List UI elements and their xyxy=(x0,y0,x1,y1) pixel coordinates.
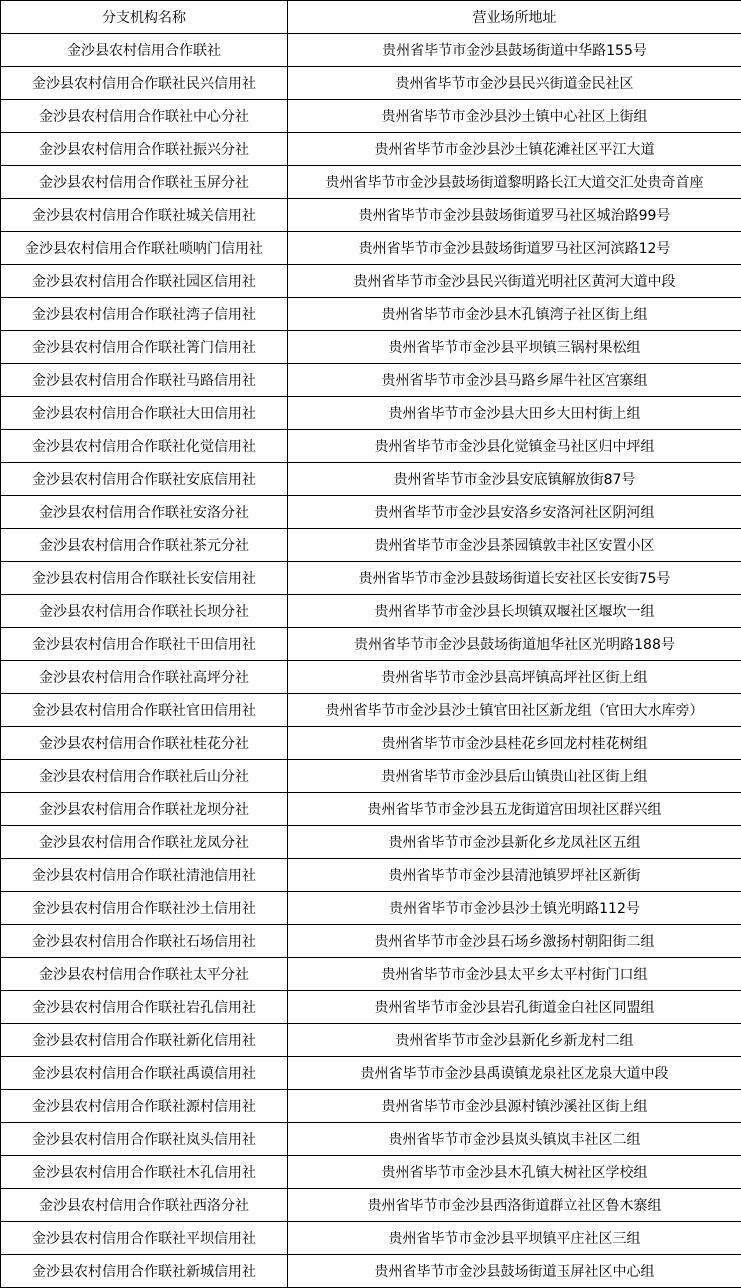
branch-name-cell: 金沙县农村信用合作联社龙凤分社 xyxy=(1,826,288,859)
table-row xyxy=(1,1123,741,1156)
address-cell: 贵州省毕节市金沙县沙土镇光明路112号 xyxy=(288,892,741,925)
table-row xyxy=(1,265,741,298)
address-cell: 贵州省毕节市金沙县茶园镇敦丰社区安置小区 xyxy=(288,529,741,562)
address-cell: 贵州省毕节市金沙县鼓场街道长安社区长安街75号 xyxy=(288,562,741,595)
address-cell: 贵州省毕节市金沙县沙土镇花滩社区平江大道 xyxy=(288,133,741,166)
address-cell: 贵州省毕节市金沙县岚头镇岚丰社区二组 xyxy=(288,1123,741,1156)
address-cell: 贵州省毕节市金沙县化觉镇金马社区归中坪组 xyxy=(288,430,741,463)
branch-name-cell: 金沙县农村信用合作联社化觉信用社 xyxy=(1,430,288,463)
branch-name-cell: 金沙县农村信用合作联社岚头信用社 xyxy=(1,1123,288,1156)
address-cell: 贵州省毕节市金沙县高坪镇高坪社区街上组 xyxy=(288,661,741,694)
address-cell: 贵州省毕节市金沙县太平乡太平村街门口组 xyxy=(288,958,741,991)
table-row xyxy=(1,529,741,562)
branch-name-cell: 金沙县农村信用合作联社龙坝分社 xyxy=(1,793,288,826)
branch-name-cell: 金沙县农村信用合作联社湾子信用社 xyxy=(1,298,288,331)
table-row xyxy=(1,1090,741,1123)
column-header-branch-name: 分支机构名称 xyxy=(1,1,288,34)
address-cell: 贵州省毕节市金沙县鼓场街道旭华社区光明路188号 xyxy=(288,628,741,661)
table-row xyxy=(1,430,741,463)
branch-name-cell: 金沙县农村信用合作联社长安信用社 xyxy=(1,562,288,595)
table-row xyxy=(1,298,741,331)
table-row xyxy=(1,463,741,496)
table-row xyxy=(1,166,741,199)
table-row xyxy=(1,34,741,67)
address-cell: 贵州省毕节市金沙县鼓场街道中华路155号 xyxy=(288,34,741,67)
address-cell: 贵州省毕节市金沙县马路乡犀牛社区宫寨组 xyxy=(288,364,741,397)
branch-name-cell: 金沙县农村信用合作联社高坪分社 xyxy=(1,661,288,694)
branch-name-cell: 金沙县农村信用合作联社安洛分社 xyxy=(1,496,288,529)
address-cell: 贵州省毕节市金沙县源村镇沙溪社区街上组 xyxy=(288,1090,741,1123)
table-row xyxy=(1,100,741,133)
table-row xyxy=(1,958,741,991)
branch-name-cell: 金沙县农村信用合作联社官田信用社 xyxy=(1,694,288,727)
address-cell: 贵州省毕节市金沙县西洛街道群立社区鲁木寨组 xyxy=(288,1189,741,1222)
branch-name-cell: 金沙县农村信用合作联社箐门信用社 xyxy=(1,331,288,364)
address-cell: 贵州省毕节市金沙县沙土镇中心社区上街组 xyxy=(288,100,741,133)
table-row xyxy=(1,1255,741,1288)
table-row xyxy=(1,199,741,232)
branch-name-cell: 金沙县农村信用合作联社干田信用社 xyxy=(1,628,288,661)
address-cell: 贵州省毕节市金沙县平坝镇三锅村果松组 xyxy=(288,331,741,364)
branch-name-cell: 金沙县农村信用合作联社石场信用社 xyxy=(1,925,288,958)
branch-name-cell: 金沙县农村信用合作联社中心分社 xyxy=(1,100,288,133)
address-cell: 贵州省毕节市金沙县民兴街道金民社区 xyxy=(288,67,741,100)
address-cell: 贵州省毕节市金沙县木孔镇湾子社区街上组 xyxy=(288,298,741,331)
table-row xyxy=(1,991,741,1024)
table-row xyxy=(1,760,741,793)
address-cell: 贵州省毕节市金沙县大田乡大田村街上组 xyxy=(288,397,741,430)
address-cell: 贵州省毕节市金沙县禹谟镇龙泉社区龙泉大道中段 xyxy=(288,1057,741,1090)
branch-name-cell: 金沙县农村信用合作联社桂花分社 xyxy=(1,727,288,760)
address-cell: 贵州省毕节市金沙县新化乡龙凤社区五组 xyxy=(288,826,741,859)
branch-name-cell: 金沙县农村信用合作联社沙土信用社 xyxy=(1,892,288,925)
table-row xyxy=(1,826,741,859)
address-cell: 贵州省毕节市金沙县鼓场街道黎明路长江大道交汇处贵奇首座 xyxy=(288,166,741,199)
branch-name-cell: 金沙县农村信用合作联社民兴信用社 xyxy=(1,67,288,100)
address-cell: 贵州省毕节市金沙县新化乡新龙村二组 xyxy=(288,1024,741,1057)
table-row xyxy=(1,364,741,397)
table-row xyxy=(1,595,741,628)
table-row xyxy=(1,859,741,892)
branch-name-cell: 金沙县农村信用合作联社 xyxy=(1,34,288,67)
table-row xyxy=(1,694,741,727)
address-cell: 贵州省毕节市金沙县清池镇罗坪社区新街 xyxy=(288,859,741,892)
branch-name-cell: 金沙县农村信用合作联社长坝分社 xyxy=(1,595,288,628)
table-row xyxy=(1,925,741,958)
branch-name-cell: 金沙县农村信用合作联社茶元分社 xyxy=(1,529,288,562)
table-row xyxy=(1,1156,741,1189)
table-row xyxy=(1,496,741,529)
branch-name-cell: 金沙县农村信用合作联社玉屏分社 xyxy=(1,166,288,199)
branch-name-cell: 金沙县农村信用合作联社源村信用社 xyxy=(1,1090,288,1123)
table-row xyxy=(1,67,741,100)
address-cell: 贵州省毕节市金沙县木孔镇大树社区学校组 xyxy=(288,1156,741,1189)
address-cell: 贵州省毕节市金沙县平坝镇平庄社区三组 xyxy=(288,1222,741,1255)
address-cell: 贵州省毕节市金沙县岩孔街道金白社区同盟组 xyxy=(288,991,741,1024)
table-row xyxy=(1,628,741,661)
table-row xyxy=(1,1057,741,1090)
table-row xyxy=(1,331,741,364)
address-cell: 贵州省毕节市金沙县安底镇解放街87号 xyxy=(288,463,741,496)
branch-name-cell: 金沙县农村信用合作联社唢呐门信用社 xyxy=(1,232,288,265)
address-cell: 贵州省毕节市金沙县长坝镇双堰社区堰坎一组 xyxy=(288,595,741,628)
branch-name-cell: 金沙县农村信用合作联社振兴分社 xyxy=(1,133,288,166)
address-cell: 贵州省毕节市金沙县安洛乡安洛河社区阴河组 xyxy=(288,496,741,529)
table-body xyxy=(1,34,741,1288)
branch-name-cell: 金沙县农村信用合作联社木孔信用社 xyxy=(1,1156,288,1189)
branch-name-cell: 金沙县农村信用合作联社岩孔信用社 xyxy=(1,991,288,1024)
column-header-address: 营业场所地址 xyxy=(288,1,741,34)
branch-name-cell: 金沙县农村信用合作联社大田信用社 xyxy=(1,397,288,430)
address-cell: 贵州省毕节市金沙县桂花乡回龙村桂花树组 xyxy=(288,727,741,760)
table-row xyxy=(1,793,741,826)
table-row xyxy=(1,1024,741,1057)
address-cell: 贵州省毕节市金沙县民兴街道光明社区黄河大道中段 xyxy=(288,265,741,298)
branch-name-cell: 金沙县农村信用合作联社后山分社 xyxy=(1,760,288,793)
address-cell: 贵州省毕节市金沙县后山镇贵山社区街上组 xyxy=(288,760,741,793)
table-row xyxy=(1,1222,741,1255)
branch-name-cell: 金沙县农村信用合作联社城关信用社 xyxy=(1,199,288,232)
branch-name-cell: 金沙县农村信用合作联社平坝信用社 xyxy=(1,1222,288,1255)
table-row xyxy=(1,562,741,595)
address-cell: 贵州省毕节市金沙县沙土镇官田社区新龙组（官田大水库旁） xyxy=(288,694,741,727)
branch-name-cell: 金沙县农村信用合作联社园区信用社 xyxy=(1,265,288,298)
address-cell: 贵州省毕节市金沙县五龙街道宫田坝社区群兴组 xyxy=(288,793,741,826)
address-cell: 贵州省毕节市金沙县鼓场街道罗马社区城治路99号 xyxy=(288,199,741,232)
branch-name-cell: 金沙县农村信用合作联社安底信用社 xyxy=(1,463,288,496)
table-row xyxy=(1,397,741,430)
table-row xyxy=(1,232,741,265)
address-cell: 贵州省毕节市金沙县鼓场街道罗马社区河滨路12号 xyxy=(288,232,741,265)
table-row xyxy=(1,892,741,925)
table-header-row xyxy=(1,1,741,34)
branch-name-cell: 金沙县农村信用合作联社新化信用社 xyxy=(1,1024,288,1057)
branch-name-cell: 金沙县农村信用合作联社新城信用社 xyxy=(1,1255,288,1288)
table-row xyxy=(1,1189,741,1222)
branch-name-cell: 金沙县农村信用合作联社太平分社 xyxy=(1,958,288,991)
branch-name-cell: 金沙县农村信用合作联社马路信用社 xyxy=(1,364,288,397)
table-row xyxy=(1,727,741,760)
table-row xyxy=(1,661,741,694)
branch-name-cell: 金沙县农村信用合作联社西洛分社 xyxy=(1,1189,288,1222)
branch-name-cell: 金沙县农村信用合作联社禹谟信用社 xyxy=(1,1057,288,1090)
address-cell: 贵州省毕节市金沙县鼓场街道玉屏社区中心组 xyxy=(288,1255,741,1288)
table-row xyxy=(1,133,741,166)
branch-name-cell: 金沙县农村信用合作联社清池信用社 xyxy=(1,859,288,892)
address-cell: 贵州省毕节市金沙县石场乡激扬村朝阳街二组 xyxy=(288,925,741,958)
